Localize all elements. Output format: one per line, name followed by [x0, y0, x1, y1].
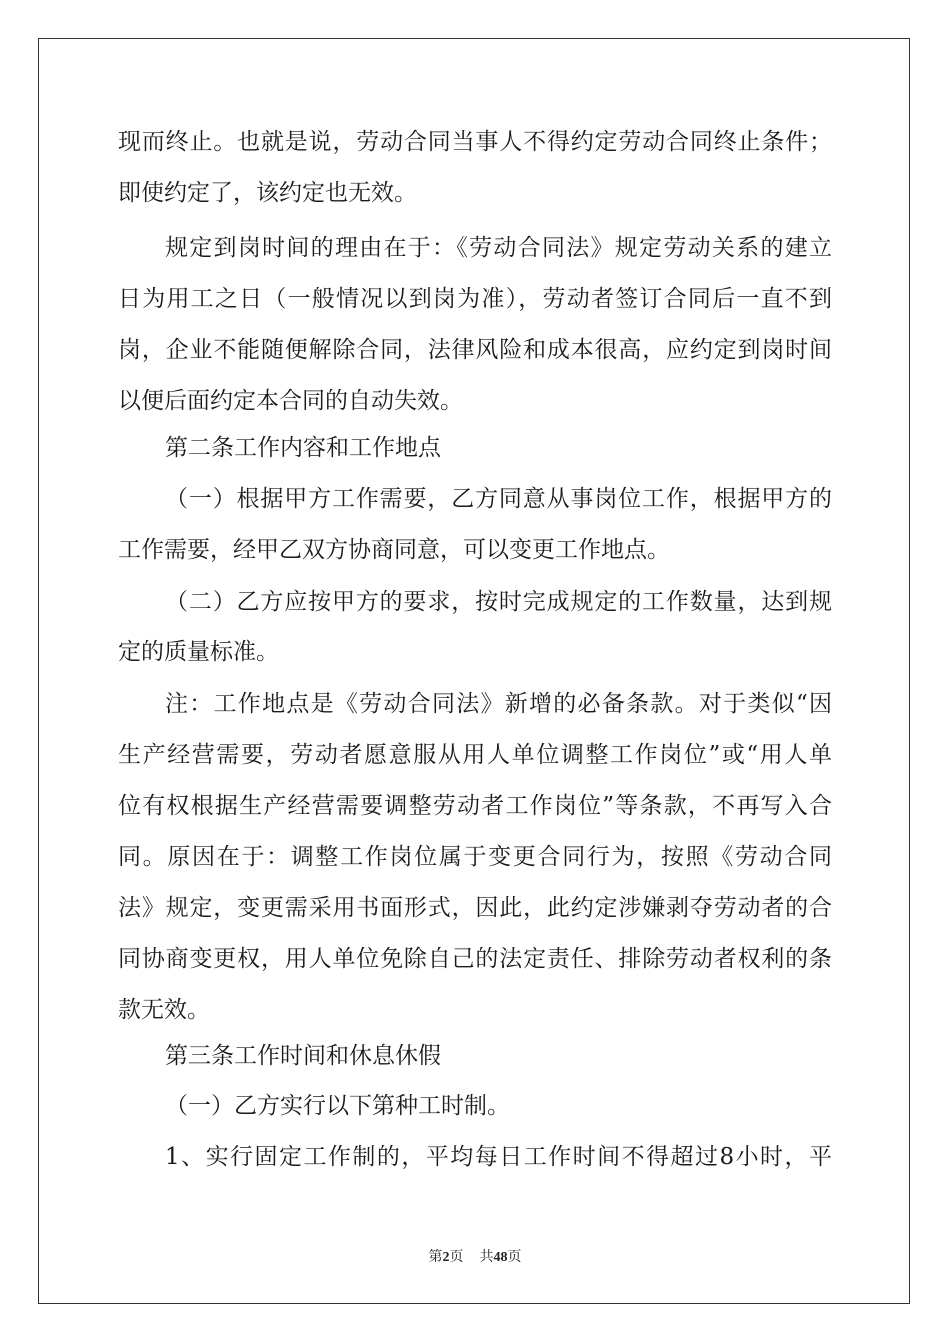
text-line: 定的质量标准。 [118, 639, 279, 665]
paragraph-start: （二）乙方应按甲方的要求，按时完成规定的工作数量，达到规 [165, 589, 832, 615]
section-heading: 第二条工作内容和工作地点 [165, 435, 441, 461]
text-line: 以便后面约定本合同的自动失效。 [118, 388, 463, 414]
paragraph-start: （一）根据甲方工作需要，乙方同意从事岗位工作，根据甲方的 [165, 486, 832, 512]
paragraph-start: 规定到岗时间的理由在于：《劳动合同法》规定劳动关系的建立 [165, 235, 832, 261]
text-line: 款无效。 [118, 997, 210, 1023]
section-heading: 第三条工作时间和休息休假 [165, 1043, 441, 1069]
text-line: 位有权根据生产经营需要调整劳动者工作岗位”等条款，不再写入合 [118, 793, 832, 819]
text-line: 同。原因在于：调整工作岗位属于变更合同行为，按照《劳动合同 [118, 844, 832, 870]
page-number: 2 [442, 1250, 450, 1265]
page-footer [0, 1247, 950, 1268]
total-label-suffix: 页 [507, 1249, 522, 1265]
text-line: 岗，企业不能随便解除合同，法律风险和成本很高，应约定到岗时间 [118, 337, 832, 363]
page-label-suffix: 页 [449, 1249, 464, 1265]
text-line: 生产经营需要，劳动者愿意服从用人单位调整工作岗位”或“用人单 [118, 742, 832, 768]
text-line: 即使约定了，该约定也无效。 [118, 180, 417, 206]
text-line: 日为用工之日（一般情况以到岗为准），劳动者签订合同后一直不到 [118, 286, 832, 312]
total-label-prefix: 共 [479, 1249, 494, 1265]
paragraph-start: （一）乙方实行以下第种工时制。 [165, 1093, 510, 1119]
text-line: 工作需要，经甲乙双方协商同意，可以变更工作地点。 [118, 537, 670, 563]
paragraph-start: 注：工作地点是《劳动合同法》新增的必备条款。对于类似“因 [165, 691, 832, 717]
total-pages: 48 [493, 1250, 508, 1265]
paragraph-start: 1、实行固定工作制的，平均每日工作时间不得超过8小时，平 [165, 1144, 832, 1170]
page-label-prefix: 第 [428, 1249, 443, 1265]
text-line: 法》规定，变更需采用书面形式，因此，此约定涉嫌剥夺劳动者的合 [118, 895, 832, 921]
text-line: 同协商变更权，用人单位免除自己的法定责任、排除劳动者权利的条 [118, 946, 832, 972]
text-line: 现而终止。也就是说，劳动合同当事人不得约定劳动合同终止条件； [118, 129, 832, 155]
